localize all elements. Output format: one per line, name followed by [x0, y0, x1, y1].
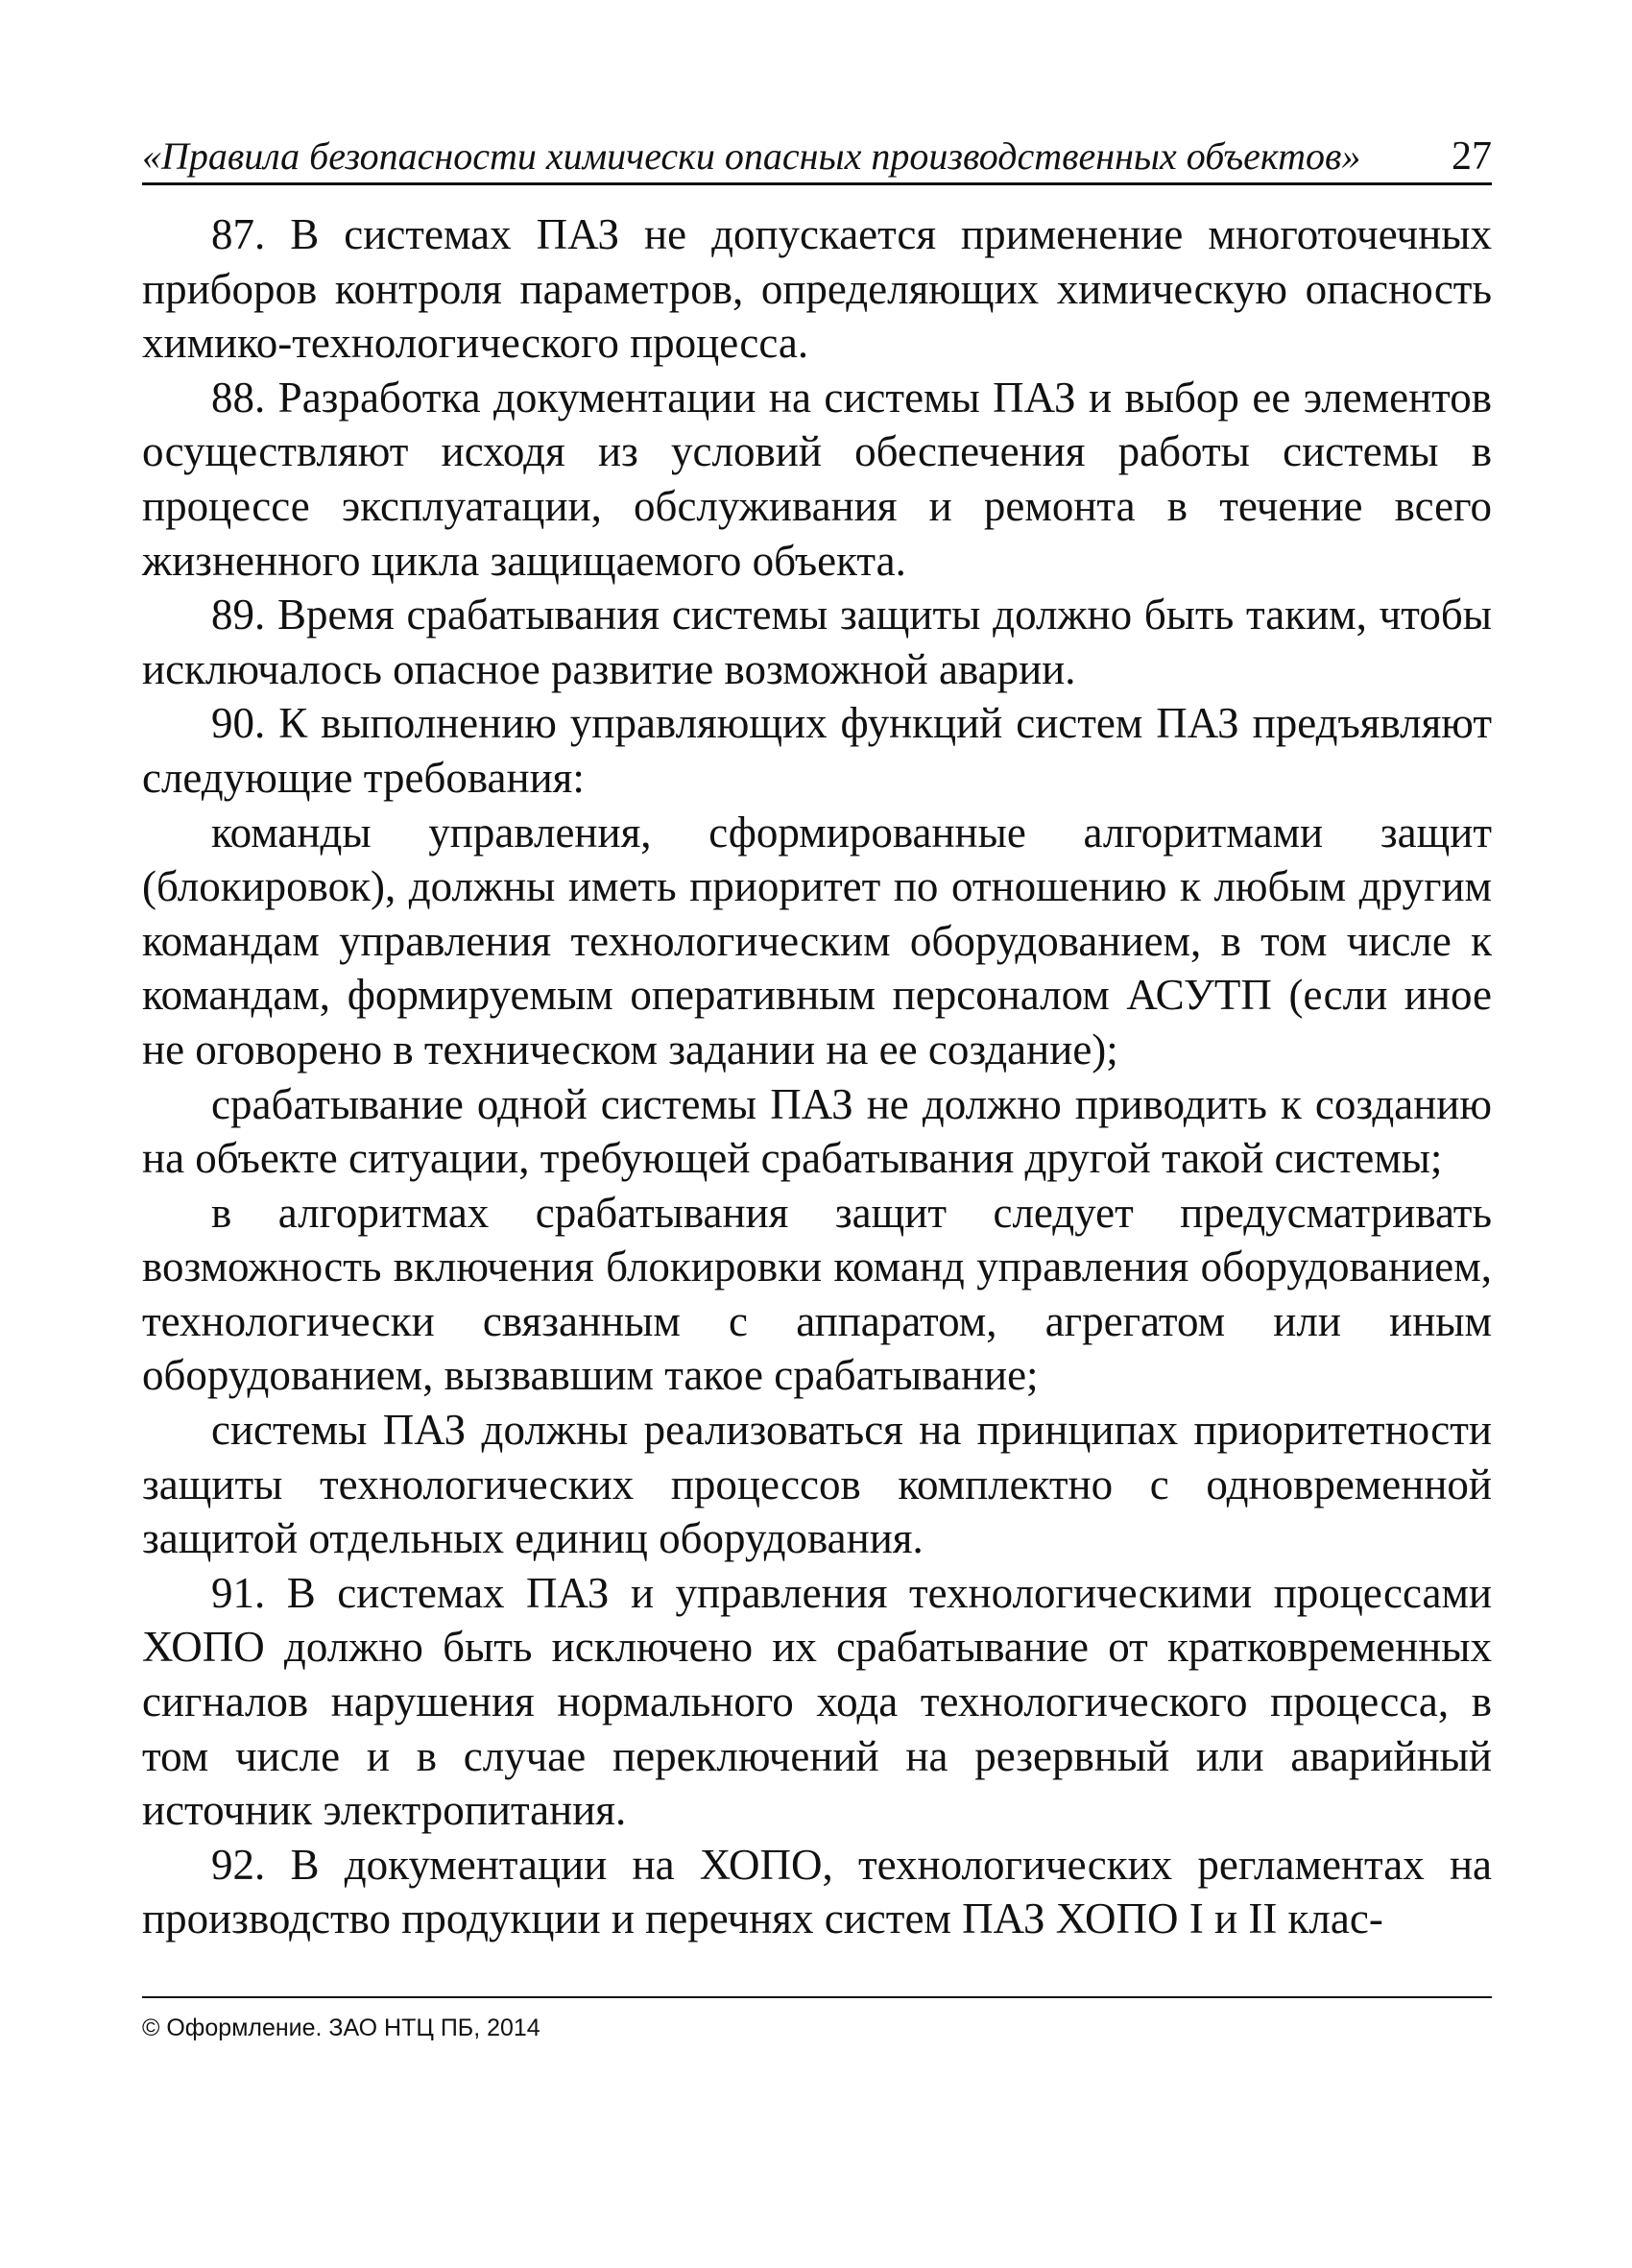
paragraph-90-item-4: системы ПАЗ должны реализоваться на принципах приоритетности защиты технологических процессов комплектно с одновременной защитой отдельных единиц оборудования. [142, 1406, 1492, 1563]
paragraph-92: 92. В документации на ХОПО, технологических регламентах на производство продукции и перечнях систем ПАЗ ХОПО I и II клас- [142, 1840, 1492, 1943]
paragraph-89: 89. Время срабатывания системы защиты должно быть таким, чтобы исключалось опасное развитие возможной аварии. [142, 591, 1492, 693]
paragraph-90-item-1: команды управления, сформированные алгоритмами защит (блокировок), должны иметь приоритет по отношению к любым другим командам управления технологическим оборудованием, в том числе к командам, формируемым оперативным персоналом АСУТП (если иное не оговорено в техническом задании на ее создание); [142, 808, 1492, 1074]
header-title: «Правила безопасности химически опасных производственных объектов» [142, 134, 1361, 178]
paragraph-87: 87. В системах ПАЗ не допускается применение многоточечных приборов контроля параметров, определяющих химическую опасность химико-технологического процесса. [142, 210, 1492, 368]
page-body [142, 207, 1492, 1946]
running-header [142, 133, 1492, 185]
paragraph-91: 91. В системах ПАЗ и управления технологическими процессами ХОПО должно быть исключено их срабатывание от кратковременных сигналов нарушения нормального хода технологического процесса, в том числе и в случае переключений на резервный или аварийный источник электропитания. [142, 1568, 1492, 1835]
page-number: 27 [1452, 134, 1492, 179]
footer-copyright: © Оформление. ЗАО НТЦ ПБ, 2014 [142, 2015, 540, 2041]
paragraph-90: 90. К выполнению управляющих функций систем ПАЗ предъявляют следующие требования: [142, 699, 1492, 802]
footer-divider [142, 1996, 1492, 1998]
paragraph-88: 88. Разработка документации на системы ПАЗ и выбор ее элементов осуществляют исходя из условий обеспечения работы системы в процессе эксплуатации, обслуживания и ремонта в течение всего жизненного цикла защищаемого объекта. [142, 373, 1492, 585]
paragraph-90-item-2: срабатывание одной системы ПАЗ не должно приводить к созданию на объекте ситуации, требующей срабатывания другой такой системы; [142, 1079, 1492, 1183]
paragraph-90-item-3: в алгоритмах срабатывания защит следует предусматривать возможность включения блокировки команд управления оборудованием, технологически связанным с аппаратом, агрегатом или иным оборудованием, вызвавшим такое срабатывание; [142, 1188, 1492, 1400]
